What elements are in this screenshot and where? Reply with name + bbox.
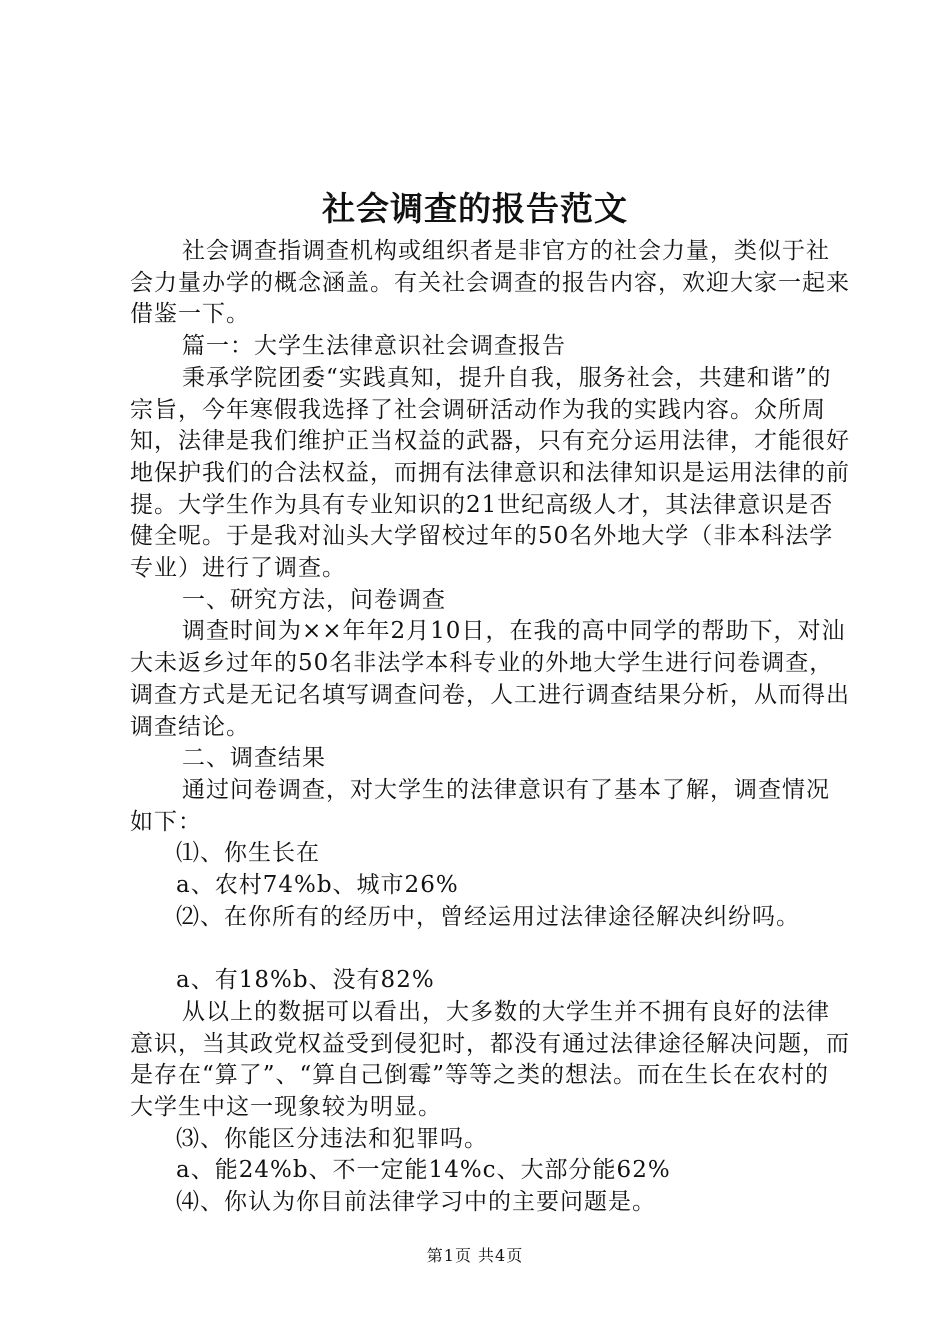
paragraph-heading-results: 二、调查结果 — [182, 745, 326, 772]
paragraph-heading-method: 一、研究方法，问卷调查 — [182, 586, 446, 613]
question-1: ⑴、你生长在 — [176, 840, 320, 867]
answer-1: a、农村74%b、城市26% — [176, 872, 459, 899]
paragraph-background: 秉承学院团委“实践真知，提升自我，服务社会，共建和谐”的宗旨，今年寒假我选择了社会调研活动作为我的实践内容。众所周知，法律是我们维护正当权益的武器，只有充分运用法律，才能很好地保护我们的合法权益，而拥有法律意识和法律知识是运用法律的前提。大学生作为具有专业知识的21世纪高级人才，其法律意识是否健全呢。于是我对汕头大学留校过年的50名外地大学（非本科法学专业）进行了调查。 — [130, 364, 850, 582]
paragraph-intro: 社会调查指调查机构或组织者是非官方的社会力量，类似于社会力量办学的概念涵盖。有关社会调查的报告内容，欢迎大家一起来借鉴一下。 — [130, 238, 850, 328]
blank-line — [130, 933, 850, 965]
paragraph-method: 调查时间为××年年2月10日，在我的高中同学的帮助下，对汕大未返乡过年的50名非法学本科专业的外地大学生进行问卷调查，调查方式是无记名填写调查问卷，人工进行调查结果分析，从而得出调查结论。 — [130, 618, 850, 740]
question-2: ⑵、在你所有的经历中，曾经运用过法律途径解决纠纷吗。 — [176, 903, 800, 930]
page-footer: 第1页 共4页 — [426, 1246, 524, 1265]
paragraph-analysis: 从以上的数据可以看出，大多数的大学生并不拥有良好的法律意识，当其政党权益受到侵犯时，都没有通过法律途径解决问题，而是存在“算了”、“算自己倒霉”等等之类的想法。而在生长在农村的大学生中这一现象较为明显。 — [130, 998, 850, 1120]
question-3: ⑶、你能区分违法和犯罪吗。 — [176, 1125, 488, 1152]
question-4: ⑷、你认为你目前法律学习中的主要问题是。 — [176, 1189, 656, 1216]
document-title: 社会调查的报告范文 — [322, 189, 628, 228]
answer-3: a、能24%b、不一定能14%c、大部分能62% — [176, 1157, 671, 1184]
answer-2: a、有18%b、没有82% — [176, 967, 435, 994]
document-body — [130, 236, 850, 1219]
paragraph-section-heading: 篇一：大学生法律意识社会调查报告 — [182, 333, 566, 360]
paragraph-results-intro: 通过问卷调查，对大学生的法律意识有了基本了解，调查情况如下： — [130, 776, 830, 835]
